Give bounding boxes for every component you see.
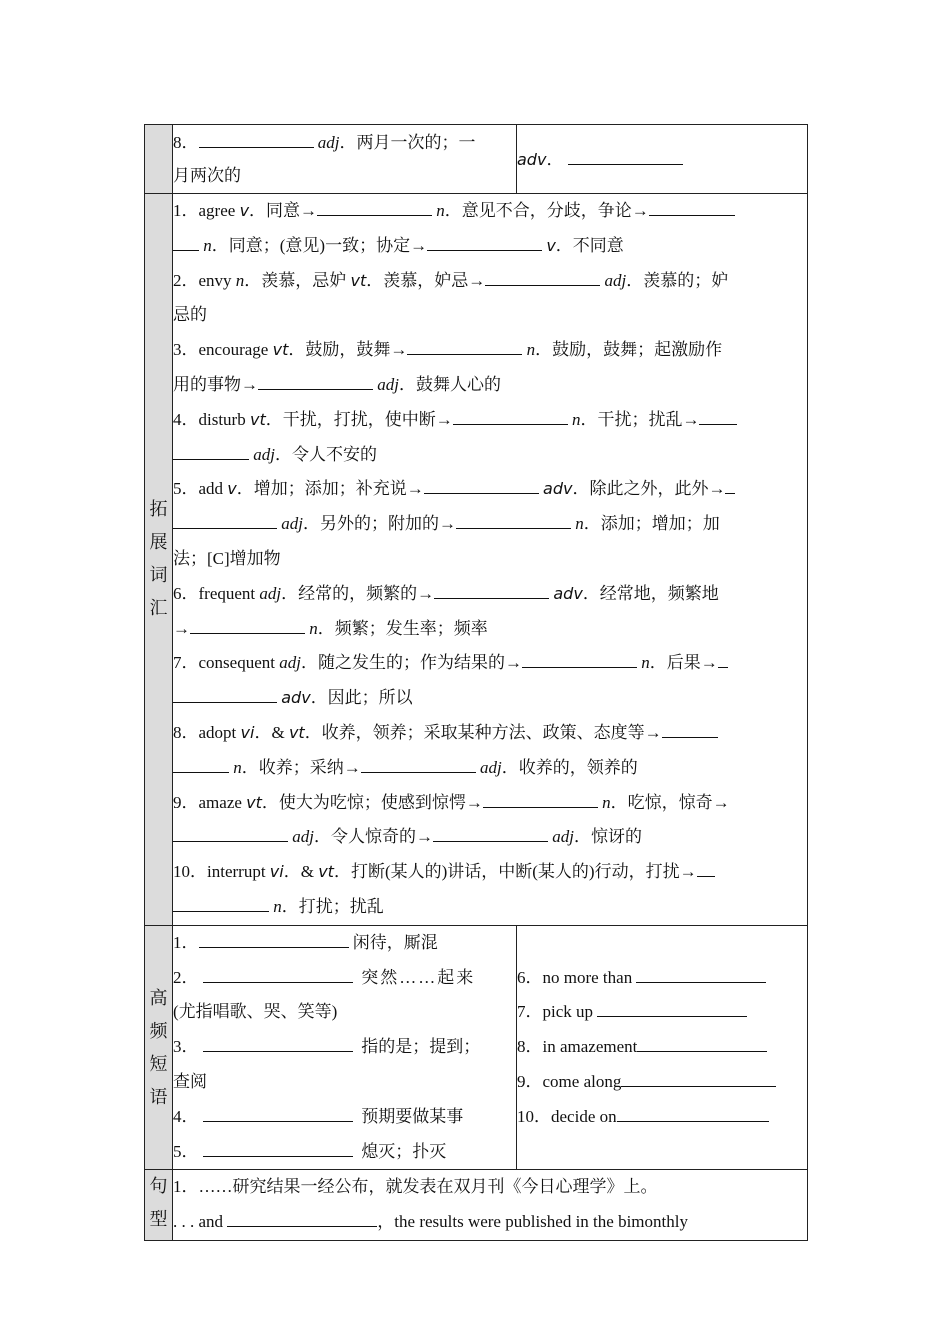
blank[interactable] (597, 998, 747, 1017)
blank[interactable] (173, 232, 199, 251)
phrase-item-1: 1． 闲待，厮混 (173, 926, 516, 961)
side-label-empty (145, 125, 173, 194)
blank[interactable] (258, 371, 373, 390)
blank[interactable] (434, 580, 549, 599)
vocab-item-8: 8．adopt vi．& vt．收养，领养；采取某种方法、政策、态度等→ (173, 716, 807, 751)
blank[interactable] (649, 197, 735, 216)
blank[interactable] (173, 754, 229, 773)
phrase-item-5: 5． 熄灭；扑灭 (173, 1135, 516, 1170)
phrase-item-2: 2． 突然……起来 (173, 961, 516, 996)
blank[interactable] (433, 824, 548, 843)
phrase-item-4: 4． 预期要做某事 (173, 1100, 516, 1135)
sentences-section (145, 1170, 808, 1241)
blank[interactable] (718, 650, 728, 669)
blank[interactable] (697, 858, 715, 877)
blank[interactable] (637, 1033, 767, 1052)
phrase-item-8: 8．in amazement (517, 1030, 807, 1065)
vocab-item-6: 6．frequent adj．经常的，频繁的→ adv．经常地，频繁地 (173, 577, 807, 612)
phrases-section-label: 高 频 短 语 (145, 925, 173, 1170)
phrase-item-7: 7．pick up (517, 995, 807, 1030)
vocab-item-4: 4．disturb vt．干扰，打扰，使中断→ n．干扰；扰乱→ (173, 403, 807, 438)
blank[interactable] (173, 684, 277, 703)
phrase-item-3: 3． 指的是；提到； (173, 1030, 516, 1065)
phrases-left: 1． 闲待，厮混 2． 突然……起来 (尤指唱歌、哭、笑等) 3． 指的是；提到； 查阅 4． 预期要做某事 5． 熄灭；扑灭 (173, 925, 517, 1170)
blank[interactable] (203, 1103, 353, 1122)
blank[interactable] (456, 510, 571, 529)
vocab-item-1: 1．agree v．同意→ n．意见不合，分歧，争论→ (173, 194, 807, 229)
blank[interactable] (361, 754, 476, 773)
vocab-section-label: 拓 展 词 汇 (145, 194, 173, 926)
blank[interactable] (485, 267, 600, 286)
word-8-right: adv． (517, 125, 808, 194)
blank[interactable] (725, 476, 735, 495)
blank[interactable] (203, 1138, 353, 1157)
blank[interactable] (568, 146, 683, 165)
phrases-section (145, 925, 808, 1170)
blank[interactable] (203, 964, 353, 983)
blank[interactable] (621, 1068, 776, 1087)
phrase-item-9: 9．come along (517, 1065, 807, 1100)
vocab-item-9: 9．amaze vt．使大为吃惊；使感到惊愕→ n．吃惊，惊奇→ (173, 786, 807, 821)
sentences-section-label: 句 型 (145, 1170, 173, 1241)
blank[interactable] (317, 197, 432, 216)
phrases-right (517, 925, 808, 1170)
blank[interactable] (617, 1103, 769, 1122)
vocab-item-3: 3．encourage vt．鼓励，鼓舞→ n．鼓励，鼓舞；起激励作 (173, 333, 807, 368)
blank[interactable] (199, 929, 349, 948)
blank[interactable] (522, 650, 637, 669)
vocab-section (145, 194, 808, 926)
sentence-1-english: . . . and ，the results were published in the bimonthly (173, 1205, 807, 1240)
vocab-item-2: 2．envy n．羡慕，忌妒 vt．羡慕，妒忌→ adj．羡慕的；妒 (173, 264, 807, 299)
blank[interactable] (699, 406, 737, 425)
blank[interactable] (173, 824, 288, 843)
blank[interactable] (407, 336, 522, 355)
blank[interactable] (227, 1208, 377, 1227)
worksheet-table (144, 124, 808, 1241)
blank[interactable] (427, 232, 542, 251)
blank[interactable] (453, 406, 568, 425)
vocab-items: 1．agree v．同意→ n．意见不合，分歧，争论→ n．同意；(意见)一致；协定→ v．不同意 2．envy n．羡慕，忌妒 vt．羡慕，妒忌→ adj．羡慕的；妒 忌的 3．encourage vt．鼓励，鼓舞→ n．鼓励，鼓舞；起激励作 用的事物→ adj．鼓舞人心的 4．disturb vt．干扰，打扰，使中断→ n．干扰；扰乱→ adj．令人不安的 5．add v．增加；添加；补充说→ adv．除此之外，此外→ adj．另外的；附加的→ n．添加；增加；加 法；[C]增加物 6．frequent adj．经常的，频繁的→ adv．经常地，频繁地 → n．频繁；发生率；频率 7．consequent adj．随之发生的；作为结果的→ n．后果→ adv．因此；所以 8．adopt vi．& vt．收养，领养；采取某种方法、政策、态度等→ n．收养；采纳→ adj．收养的，领养的 9．amaze vt．使大为吃惊；使感到惊愕→ n．吃惊，惊奇→ adj．令人惊奇的→ adj．惊讶的 10．interrupt vi．& vt．打断(某人的)讲话，中断(某人的)行动，打扰→ n．打扰；扰乱 (173, 194, 808, 926)
blank[interactable] (173, 893, 269, 912)
sentence-items (173, 1170, 808, 1241)
blank[interactable] (199, 129, 314, 148)
blank[interactable] (636, 964, 766, 983)
blank[interactable] (483, 789, 598, 808)
blank[interactable] (662, 719, 718, 738)
blank[interactable] (190, 615, 305, 634)
word-8-left: 8． adj．两月一次的；一 月两次的 (173, 125, 517, 194)
sentence-1-chinese: 1．……研究结果一经公布，就发表在双月刊《今日心理学》上。 (173, 1177, 658, 1197)
word-row-8 (145, 125, 808, 194)
vocab-item-10: 10．interrupt vi．& vt．打断(某人的)讲话，中断(某人的)行动，打扰→ (173, 855, 807, 890)
blank[interactable] (424, 476, 539, 495)
blank[interactable] (173, 510, 277, 529)
blank[interactable] (173, 441, 249, 460)
vocab-item-7: 7．consequent adj．随之发生的；作为结果的→ n．后果→ (173, 646, 807, 681)
blank[interactable] (203, 1033, 353, 1052)
phrase-item-6: 6．no more than (517, 961, 807, 996)
vocab-item-5: 5．add v．增加；添加；补充说→ adv．除此之外，此外→ (173, 472, 807, 507)
phrase-item-10: 10．decide on (517, 1100, 807, 1135)
